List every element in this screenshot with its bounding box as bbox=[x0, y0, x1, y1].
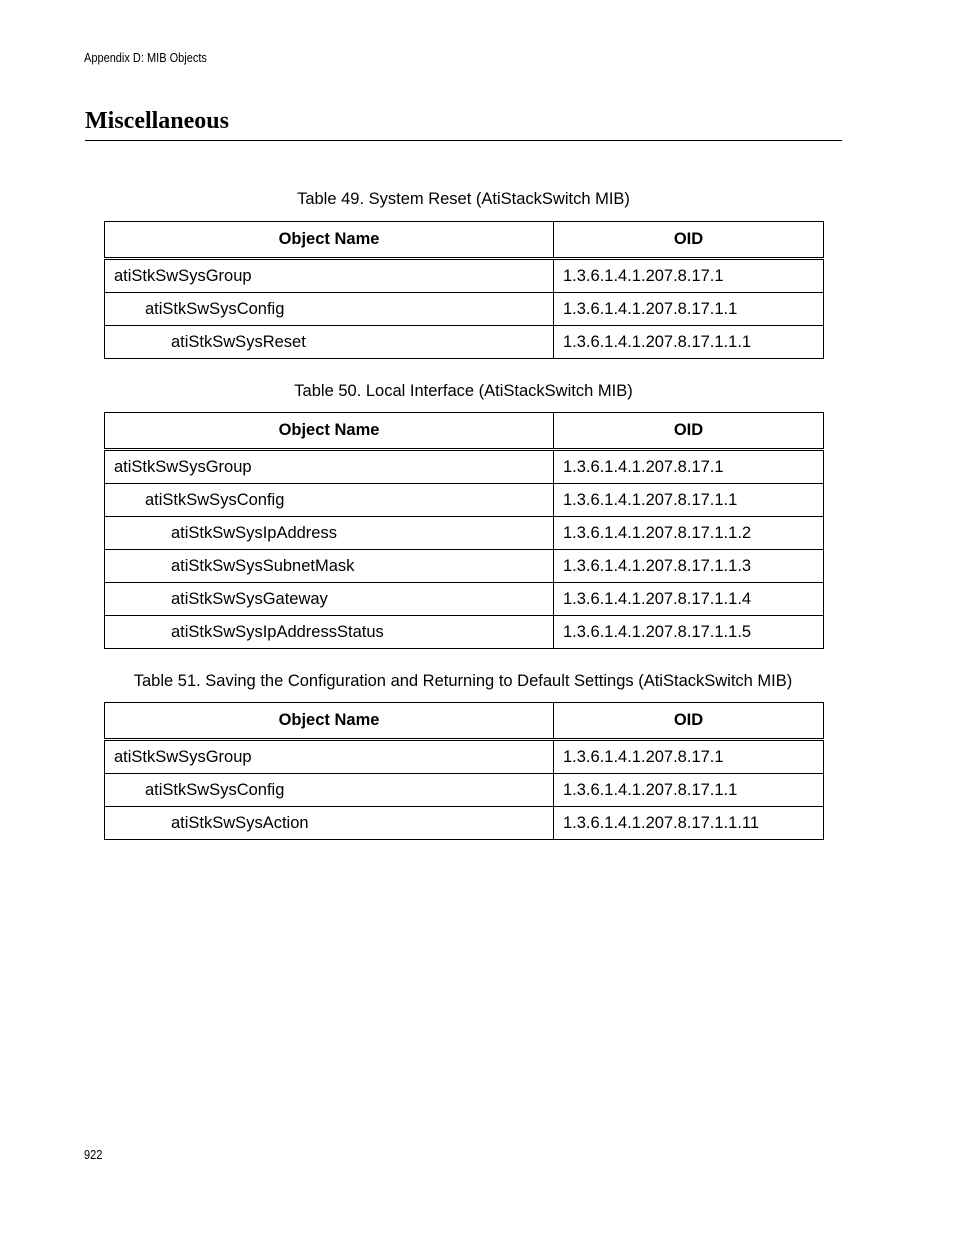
table-49-caption: Table 49. System Reset (AtiStackSwitch MIB) bbox=[297, 190, 630, 208]
object-name-cell: atiStkSwSysAction bbox=[105, 807, 554, 840]
table-51-saving-configuration bbox=[104, 702, 824, 840]
oid-cell: 1.3.6.1.4.1.207.8.17.1 bbox=[554, 740, 824, 774]
table-row bbox=[105, 616, 824, 649]
column-header-oid: OID bbox=[554, 413, 824, 450]
column-header-object-name: Object Name bbox=[105, 703, 554, 740]
table-row bbox=[105, 583, 824, 616]
object-name-cell: atiStkSwSysReset bbox=[105, 326, 554, 359]
table-row bbox=[105, 484, 824, 517]
running-header: Appendix D: MIB Objects bbox=[84, 51, 207, 65]
oid-cell: 1.3.6.1.4.1.207.8.17.1.1.5 bbox=[554, 616, 824, 649]
object-name-cell: atiStkSwSysIpAddressStatus bbox=[105, 616, 554, 649]
table-50-caption: Table 50. Local Interface (AtiStackSwitch MIB) bbox=[294, 382, 633, 400]
oid-cell: 1.3.6.1.4.1.207.8.17.1 bbox=[554, 259, 824, 293]
object-name-cell: atiStkSwSysIpAddress bbox=[105, 517, 554, 550]
table-header-row bbox=[105, 413, 824, 450]
page-number: 922 bbox=[84, 1148, 103, 1162]
table-row bbox=[105, 293, 824, 326]
table-row bbox=[105, 774, 824, 807]
oid-cell: 1.3.6.1.4.1.207.8.17.1 bbox=[554, 450, 824, 484]
section-title: Miscellaneous bbox=[85, 108, 229, 134]
column-header-object-name: Object Name bbox=[105, 413, 554, 450]
oid-cell: 1.3.6.1.4.1.207.8.17.1.1 bbox=[554, 293, 824, 326]
object-name-cell: atiStkSwSysConfig bbox=[105, 484, 554, 517]
table-row bbox=[105, 326, 824, 359]
table-50-local-interface bbox=[104, 412, 824, 649]
table-row bbox=[105, 517, 824, 550]
object-name-cell: atiStkSwSysGateway bbox=[105, 583, 554, 616]
column-header-oid: OID bbox=[554, 703, 824, 740]
column-header-oid: OID bbox=[554, 222, 824, 259]
oid-cell: 1.3.6.1.4.1.207.8.17.1.1 bbox=[554, 774, 824, 807]
table-row bbox=[105, 259, 824, 293]
section-divider bbox=[85, 140, 842, 141]
table-row bbox=[105, 740, 824, 774]
object-name-cell: atiStkSwSysGroup bbox=[105, 740, 554, 774]
object-name-cell: atiStkSwSysSubnetMask bbox=[105, 550, 554, 583]
column-header-object-name: Object Name bbox=[105, 222, 554, 259]
table-header-row bbox=[105, 703, 824, 740]
object-name-cell: atiStkSwSysGroup bbox=[105, 259, 554, 293]
table-51-caption: Table 51. Saving the Configuration and Returning to Default Settings (AtiStackSwitch MIB) bbox=[133, 672, 793, 690]
table-49-system-reset bbox=[104, 221, 824, 359]
object-name-cell: atiStkSwSysGroup bbox=[105, 450, 554, 484]
object-name-cell: atiStkSwSysConfig bbox=[105, 774, 554, 807]
oid-cell: 1.3.6.1.4.1.207.8.17.1.1.4 bbox=[554, 583, 824, 616]
table-row bbox=[105, 550, 824, 583]
oid-cell: 1.3.6.1.4.1.207.8.17.1.1.3 bbox=[554, 550, 824, 583]
table-row bbox=[105, 807, 824, 840]
oid-cell: 1.3.6.1.4.1.207.8.17.1.1.11 bbox=[554, 807, 824, 840]
oid-cell: 1.3.6.1.4.1.207.8.17.1.1.2 bbox=[554, 517, 824, 550]
table-header-row bbox=[105, 222, 824, 259]
oid-cell: 1.3.6.1.4.1.207.8.17.1.1.1 bbox=[554, 326, 824, 359]
oid-cell: 1.3.6.1.4.1.207.8.17.1.1 bbox=[554, 484, 824, 517]
object-name-cell: atiStkSwSysConfig bbox=[105, 293, 554, 326]
table-row bbox=[105, 450, 824, 484]
